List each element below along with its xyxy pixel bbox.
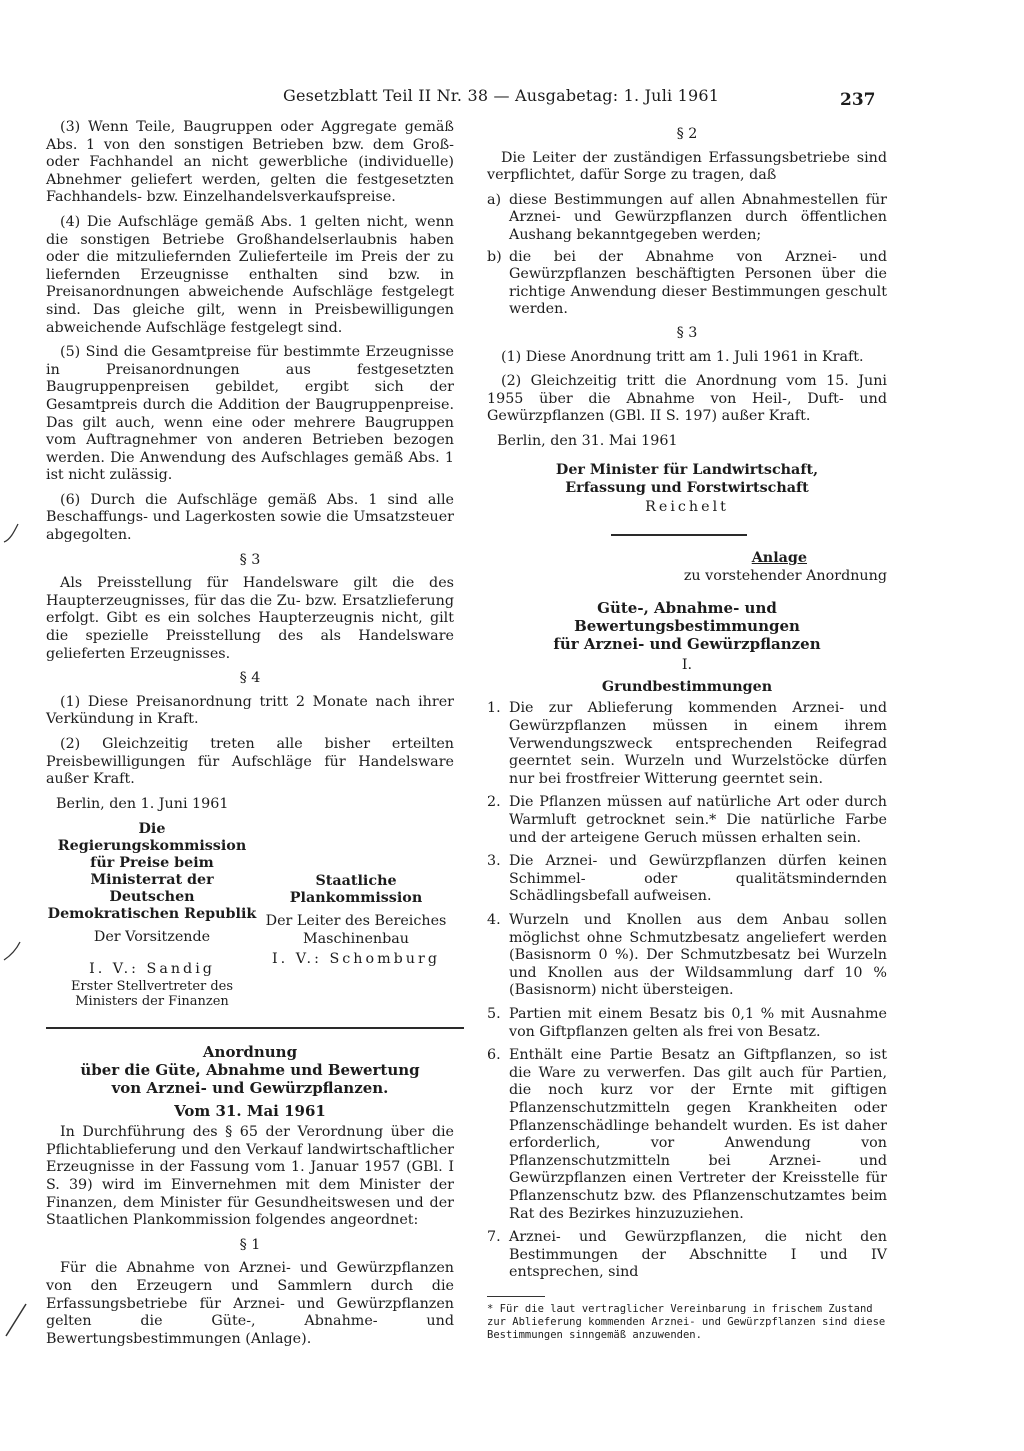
list-item: [487, 1006, 887, 1041]
section-1-text: Für die Abnahme von Arznei- und Gewürzpflanzen von den Erzeugern und Sammlern durch die Erfassungsbetriebe für Arznei- und Gewürzpflanzen gelten die Güte-, Abnahme- und Bewertungsbestimmungen (Anlage).: [46, 1260, 454, 1347]
page-header: [0, 86, 1024, 108]
list-item-label: b): [487, 248, 502, 265]
place-date-right: Berlin, den 31. Mai 1961: [497, 432, 678, 449]
anlage-title-line-2: für Arznei- und Gewürzpflanzen: [553, 635, 821, 654]
list-item: [487, 192, 887, 245]
anlage-heading: Anlage: [751, 550, 807, 567]
section-4-paragraph-2: (2) Gleichzeitig treten alle bisher erteilten Preisbewilligungen für Aufschläge für Handelsware außer Kraft.: [46, 736, 454, 788]
paragraph-3: (3) Wenn Teile, Baugruppen oder Aggregate gemäß Abs. 1 von den sonstigen Betrieben bzw. dem Groß- oder Fachhandel an nicht gewerbliche (individuelle) Abnehmer geliefert werden, gelten die festgesetzten Fachhandels- bzw. Einzelhandelsverkaufspreise.: [46, 119, 454, 206]
section-4-paragraph-1: (1) Diese Preisanordnung tritt 2 Monate nach ihrer Verkündung in Kraft.: [46, 693, 454, 728]
signature-left-org: Die Regierungskommission für Preise beim Ministerrat der Deutschen Demokratischen Republik: [47, 821, 257, 923]
list-item: [487, 794, 887, 847]
list-item: [487, 912, 887, 1000]
item-number: 6.: [487, 1047, 501, 1064]
item-number: 2.: [487, 794, 501, 811]
anlage-title: [487, 599, 887, 653]
section-2-text: Die Leiter der zuständigen Erfassungsbetriebe sind verpflichtet, dafür Sorge zu tragen, daß: [487, 149, 887, 184]
signature-right-org: Staatliche Plankommission: [289, 873, 423, 907]
item-text: Die zur Ablieferung kommenden Arznei- und Gewürzpflanzen müssen in einem ihrem Verwendungszweck entsprechenden Reifegrad geerntet sein. Wurzeln und Wurzelstöcke dürfen nur bei frostfreier Witterung geerntet sein.: [509, 700, 887, 787]
signature-left-note: Erster Stellvertreter des Ministers der Finanzen: [70, 978, 234, 1009]
item-number: 3.: [487, 853, 501, 870]
paragraph-5: (5) Sind die Gesamtpreise für bestimmte Erzeugnisse in Preisanordnungen aus festgesetzten Baugruppenpreisen gebildet, ergibt sich der Gesamtpreis durch die Addition der Baugruppenpreise. Das gilt auch, wenn eine oder mehrere Baugruppen vom Auftragnehmer von anderen Betrieben bezogen werden. Die Anwendung des Aufschlages gemäß Abs. 1 ist nicht zulässig.: [46, 344, 454, 484]
section-3-paragraph-1: (1) Diese Anordnung tritt am 1. Juli 1961 in Kraft.: [501, 348, 864, 365]
margin-pen-mark: [2, 1300, 30, 1340]
margin-pen-mark: [2, 940, 24, 962]
signature-left-role: Der Vorsitzende: [93, 929, 211, 946]
signature-right-role: Der Leiter des Bereiches Maschinenbau: [265, 913, 447, 947]
item-text: Enthält eine Partie Besatz an Giftpflanzen, so ist die Ware zu verwerfen. Das gilt auch für Partien, die noch kurz vor der Ernte mit giftigen Pflanzenschutzmitteln gegen Krankheiten oder Pflanzenschädlinge behandelt wurden. Es ist daher erforderlich, vor Anwendung von Pflanzenschutzmitteln bei Arznei- und Gewürzpflanzen einen Vertreter der Kreisstelle für Pflanzenschutz bzw. des Pflanzenschutzamtes beim Rat des Bezirkes hinzuzuziehen.: [509, 1047, 887, 1222]
item-number: 5.: [487, 1005, 501, 1022]
margin-pen-mark: [2, 522, 22, 544]
section-heading-4: § 4: [239, 670, 261, 687]
paragraph-6: (6) Durch die Aufschläge gemäß Abs. 1 sind alle Beschaffungs- und Lagerkosten sowie die Umsatzsteuer abgegolten.: [46, 491, 454, 544]
footnote: * Für die laut vertraglicher Vereinbarung in frischem Zustand zur Ablieferung kommenden Arznei- und Gewürzpflanzen sind diese Bestimmungen sinngemäß anzuwenden.: [487, 1302, 886, 1341]
signature-block: [46, 821, 454, 1008]
minister-title-line-2: Erfassung und Forstwirtschaft: [565, 479, 809, 496]
list-item: [487, 853, 887, 906]
header-title: Gesetzblatt Teil II Nr. 38 — Ausgabetag: 1. Juli 1961: [283, 86, 720, 105]
item-number: 4.: [487, 912, 501, 928]
anordnung-intro: In Durchführung des § 65 der Verordnung über die Pflichtablieferung und den Verkauf landwirtschaftlicher Erzeugnisse in der Fassung vom 1. Januar 1957 (GBl. I S. 39) wird im Einvernehmen mit dem Minister der Finanzen, dem Minister für Gesundheitswesen und der Staatlichen Plankommission folgendes angeordnet:: [46, 1124, 454, 1229]
paragraph-4: (4) Die Aufschläge gemäß Abs. 1 gelten nicht, wenn die sonstigen Betriebe Großhandelserlaubnis haben oder die mitzuliefernden Zulieferteile im Preis der zu liefernden Erzeugnisse enthalten sind bzw. in Preisanordnungen abweichende Aufschläge festgelegt sind. Das gleiche gilt, wenn in Preisbewilligungen abweichende Aufschläge festgelegt sind.: [46, 213, 454, 336]
signature-right: [258, 821, 454, 1008]
list-item: [487, 700, 887, 788]
anordnung-date: Vom 31. Mai 1961: [174, 1101, 326, 1120]
item-number: 1.: [487, 700, 501, 717]
anlage-divider: [611, 534, 747, 536]
grundbestimmungen-list: [487, 700, 887, 1281]
section-heading-1: § 1: [239, 1236, 261, 1253]
left-column: [46, 119, 454, 1355]
list-item: [487, 249, 887, 319]
section-heading-3-right: § 3: [676, 324, 698, 341]
anordnung-title-line-1: Anordnung: [202, 1042, 298, 1061]
section-3-text: Als Preisstellung für Handelsware gilt die des Haupterzeugnisses, für das die Zu- bzw. Ersatzlieferung erfolgt. Gibt es ein solches Haupterzeugnis nicht, gilt die spezielle Preisstellung des als Handelsware gelieferten Erzeugnisses.: [46, 575, 454, 662]
minister-title: [487, 461, 887, 497]
list-item-label: a): [487, 191, 502, 208]
minister-title-line-1: Der Minister für Landwirtschaft,: [555, 461, 819, 478]
item-text: Die Pflanzen müssen auf natürliche Art oder durch Warmluft getrocknet sein.* Die natürliche Farbe und der arteigene Geruch müssen erhalten sein.: [509, 794, 887, 846]
section-divider: [46, 1027, 464, 1029]
signature-right-name: I. V.: Schomburg: [272, 950, 440, 967]
signature-left-name: I. V.: Sandig: [89, 960, 215, 977]
anlage-subheading: zu vorstehender Anordnung: [683, 567, 887, 584]
list-item: [487, 1047, 887, 1223]
anordnung-title-line-3: von Arznei- und Gewürzpflanzen.: [111, 1078, 389, 1097]
anordnung-title-line-2: über die Güte, Abnahme und Bewertung: [80, 1060, 420, 1079]
section-heading-2: § 2: [676, 126, 698, 142]
section-heading-3: § 3: [239, 551, 261, 568]
list-item-text: die bei der Abnahme von Arznei- und Gewürzpflanzen beschäftigten Personen über die richtige Anwendung dieser Bestimmungen geschult werden.: [509, 248, 887, 318]
anlage-title-line-1: Güte-, Abnahme- und Bewertungsbestimmungen: [574, 599, 800, 636]
item-number: 7.: [487, 1229, 501, 1246]
item-text: Wurzeln und Knollen aus dem Anbau sollen möglichst ohne Schmutzbesatz angeliefert werden (Basisnorm 0 %). Der Schmutzbesatz bei Wurzeln und Knollen aus der Wildsammlung darf 10 % (Basisnorm) nicht übersteigen.: [509, 912, 887, 999]
section-3-paragraph-2: (2) Gleichzeitig tritt die Anordnung vom 15. Juni 1955 über die Abnahme von Heil-, Duft- und Gewürzpflanzen (GBl. II S. 197) außer Kraft.: [487, 373, 887, 425]
anordnung-title: [46, 1043, 454, 1097]
footnote-divider: [487, 1296, 545, 1297]
list-item-text: diese Bestimmungen auf allen Abnahmestellen für Arznei- und Gewürzpflanzen durch öffentlichen Aushang bekanntgegeben werden;: [509, 191, 887, 243]
section-2-list: [487, 192, 887, 319]
page-number: 237: [840, 90, 876, 110]
right-column: [487, 126, 887, 1342]
grundbestimmungen-heading: Grundbestimmungen: [601, 678, 773, 695]
item-text: Partien mit einem Besatz bis 0,1 % mit Ausnahme von Giftpflanzen gelten als frei von Besatz.: [509, 1005, 887, 1040]
list-item: [487, 1229, 887, 1282]
signature-left: [46, 821, 258, 1008]
roman-numeral: I.: [681, 657, 693, 674]
minister-name: Reichelt: [645, 498, 729, 515]
place-date: Berlin, den 1. Juni 1961: [56, 795, 229, 812]
item-text: Die Arznei- und Gewürzpflanzen dürfen keinen Schimmel- oder qualitätsmindernden Schädlingsbefall aufweisen.: [509, 853, 887, 905]
item-text: Arznei- und Gewürzpflanzen, die nicht den Bestimmungen der Abschnitte I und IV entsprechen, sind: [509, 1229, 887, 1281]
